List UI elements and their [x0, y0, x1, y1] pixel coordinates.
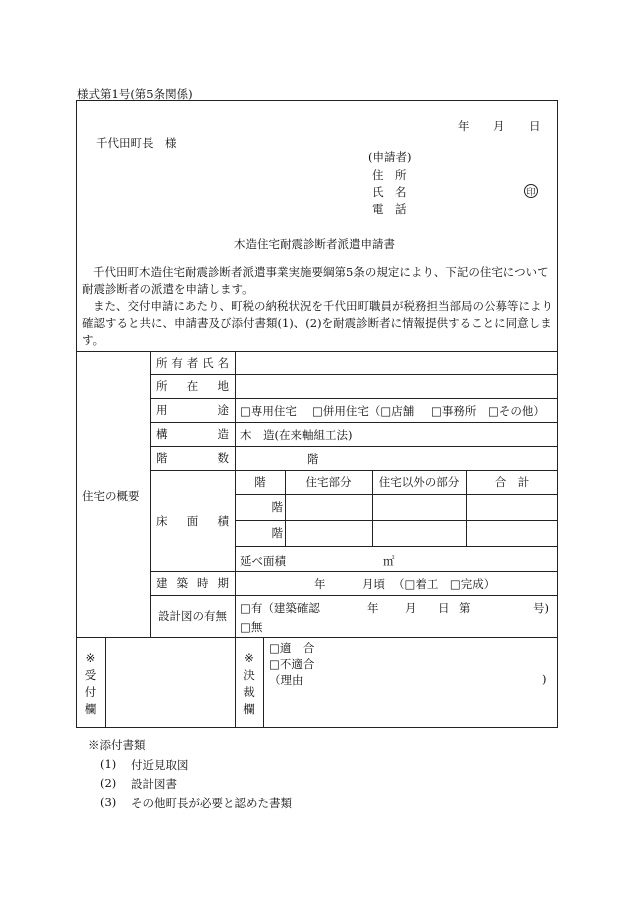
label-char: 名: [217, 355, 229, 370]
applicant-address-label[interactable]: 住 所: [372, 168, 407, 182]
decision-label: [235, 650, 263, 718]
label-char: 地: [217, 379, 229, 393]
label-char: 氏: [202, 355, 214, 370]
location-input[interactable]: [236, 375, 557, 398]
label-char: 建: [156, 576, 168, 590]
floors-unit[interactable]: 階: [307, 452, 319, 466]
attachment-item: 設計図書: [131, 777, 177, 791]
label-char: 所: [156, 355, 168, 370]
section-label: 住宅の概要: [82, 489, 140, 503]
built-period-label: [150, 571, 235, 595]
built-year[interactable]: 年: [314, 577, 326, 591]
label-char: 在: [186, 379, 199, 393]
label-char: 時: [197, 576, 209, 590]
attachment-number: (3): [100, 795, 117, 809]
design-yes-checkbox[interactable]: □有（建築確認: [240, 601, 320, 615]
label-char: 決: [243, 668, 255, 682]
label-char: 付: [84, 685, 97, 699]
use-combined-checkbox[interactable]: □併用住宅（□店舗: [312, 404, 415, 418]
form-number: 様式第1号(第5条関係): [77, 87, 193, 101]
design-number-prefix: 第: [459, 601, 471, 615]
label-char: 者: [186, 355, 199, 370]
date-year[interactable]: 年: [458, 119, 470, 133]
total-floor-area-label: 延べ面積: [240, 554, 286, 568]
floor-area-label: [150, 470, 235, 571]
owner-name-input[interactable]: [236, 352, 557, 374]
label-char: 積: [217, 513, 229, 528]
label-char: 用: [156, 403, 168, 417]
decision-reason-close: ): [542, 672, 547, 686]
design-month[interactable]: 月: [405, 601, 417, 615]
decision-ng-checkbox[interactable]: □不適合: [269, 657, 315, 671]
location-label: [150, 374, 235, 398]
decision-ok-checkbox[interactable]: □適 合: [269, 641, 315, 655]
seal-mark: 印: [524, 184, 538, 198]
use-label: [150, 398, 235, 422]
floor-area-header-floor: 階: [254, 475, 266, 489]
label-char: ※: [85, 651, 96, 665]
document-title: 木造住宅耐震診断者派遣申請書: [234, 237, 395, 251]
label-char: 階: [156, 451, 168, 465]
design-none-checkbox[interactable]: □無: [240, 620, 263, 634]
label-char: 所: [156, 379, 168, 393]
reception-label: [76, 650, 105, 718]
col-line: [263, 637, 264, 728]
date-day[interactable]: 日: [529, 119, 541, 133]
floor-area-header-total: 合 計: [494, 475, 530, 489]
label-char: 欄: [84, 702, 97, 716]
floor-area-header-non-residential: 住宅以外の部分: [378, 475, 460, 489]
reception-field[interactable]: [106, 638, 235, 727]
label-char: 受: [84, 668, 97, 682]
attachment-number: (2): [100, 776, 117, 790]
applicant-heading: (申請者): [368, 150, 412, 164]
use-dedicated-checkbox[interactable]: □専用住宅: [240, 404, 297, 418]
label-char: 数: [217, 451, 229, 465]
label-char: 裁: [243, 685, 255, 699]
label-char: 面: [186, 513, 199, 528]
applicant-phone-label[interactable]: 電 話: [372, 202, 407, 216]
floor-area-header-residential: 住宅部分: [305, 475, 352, 489]
decision-reason-label[interactable]: （理由: [269, 673, 304, 687]
row-line: [235, 520, 558, 521]
label-char: 床: [156, 513, 168, 528]
structure-label: [150, 422, 235, 446]
built-month[interactable]: 月頃: [362, 577, 385, 591]
body-paragraph-2: また、交付申請にあたり、町税の納税状況を千代田町職員が税務担当部局の公募等により確認すると共に、申請書及び添付書類(1)、(2)を耐震診断者に情報提供することに同意します。: [82, 299, 553, 347]
label-char: 造: [217, 427, 229, 441]
label-char: 有: [171, 355, 183, 370]
structure-value: 木 造(在来軸組工法): [240, 428, 353, 442]
label-char: 途: [217, 403, 229, 417]
date-month[interactable]: 月: [493, 119, 505, 133]
owner-name-label: [150, 351, 235, 374]
label-char: ※: [244, 651, 254, 665]
label-char: 築: [176, 576, 188, 590]
design-number-suffix: 号): [533, 601, 549, 615]
area-unit[interactable]: ㎡: [383, 554, 395, 568]
attachments-heading: ※添付書類: [88, 738, 146, 752]
use-other-checkbox[interactable]: □その他）: [488, 404, 545, 418]
design-drawing-label: 設計図の有無: [158, 609, 227, 623]
floors-label: [150, 446, 235, 470]
attachment-item: その他町長が必要と認めた書類: [131, 796, 292, 810]
floor-row-1-unit[interactable]: 階: [271, 500, 283, 514]
label-char: 構: [156, 427, 168, 441]
addressee: 千代田町長 様: [96, 136, 177, 150]
row-line: [235, 494, 558, 495]
use-office-checkbox[interactable]: □事務所: [431, 404, 477, 418]
design-day[interactable]: 日: [438, 601, 450, 615]
floor-row-2-unit[interactable]: 階: [271, 526, 283, 540]
body-paragraph-1: 千代田町木造住宅耐震診断者派遣事業実施要綱第5条の規定により、下記の住宅について耐震診断者の派遣を申請します。: [82, 265, 549, 296]
attachment-number: (1): [100, 757, 117, 771]
row-line: [235, 546, 558, 547]
built-options[interactable]: （□着工 □完成）: [393, 577, 496, 591]
label-char: 欄: [243, 702, 255, 716]
attachment-item: 付近見取図: [131, 758, 189, 772]
design-year[interactable]: 年: [367, 601, 379, 615]
label-char: 期: [217, 576, 229, 590]
applicant-name-label[interactable]: 氏 名: [372, 185, 407, 199]
